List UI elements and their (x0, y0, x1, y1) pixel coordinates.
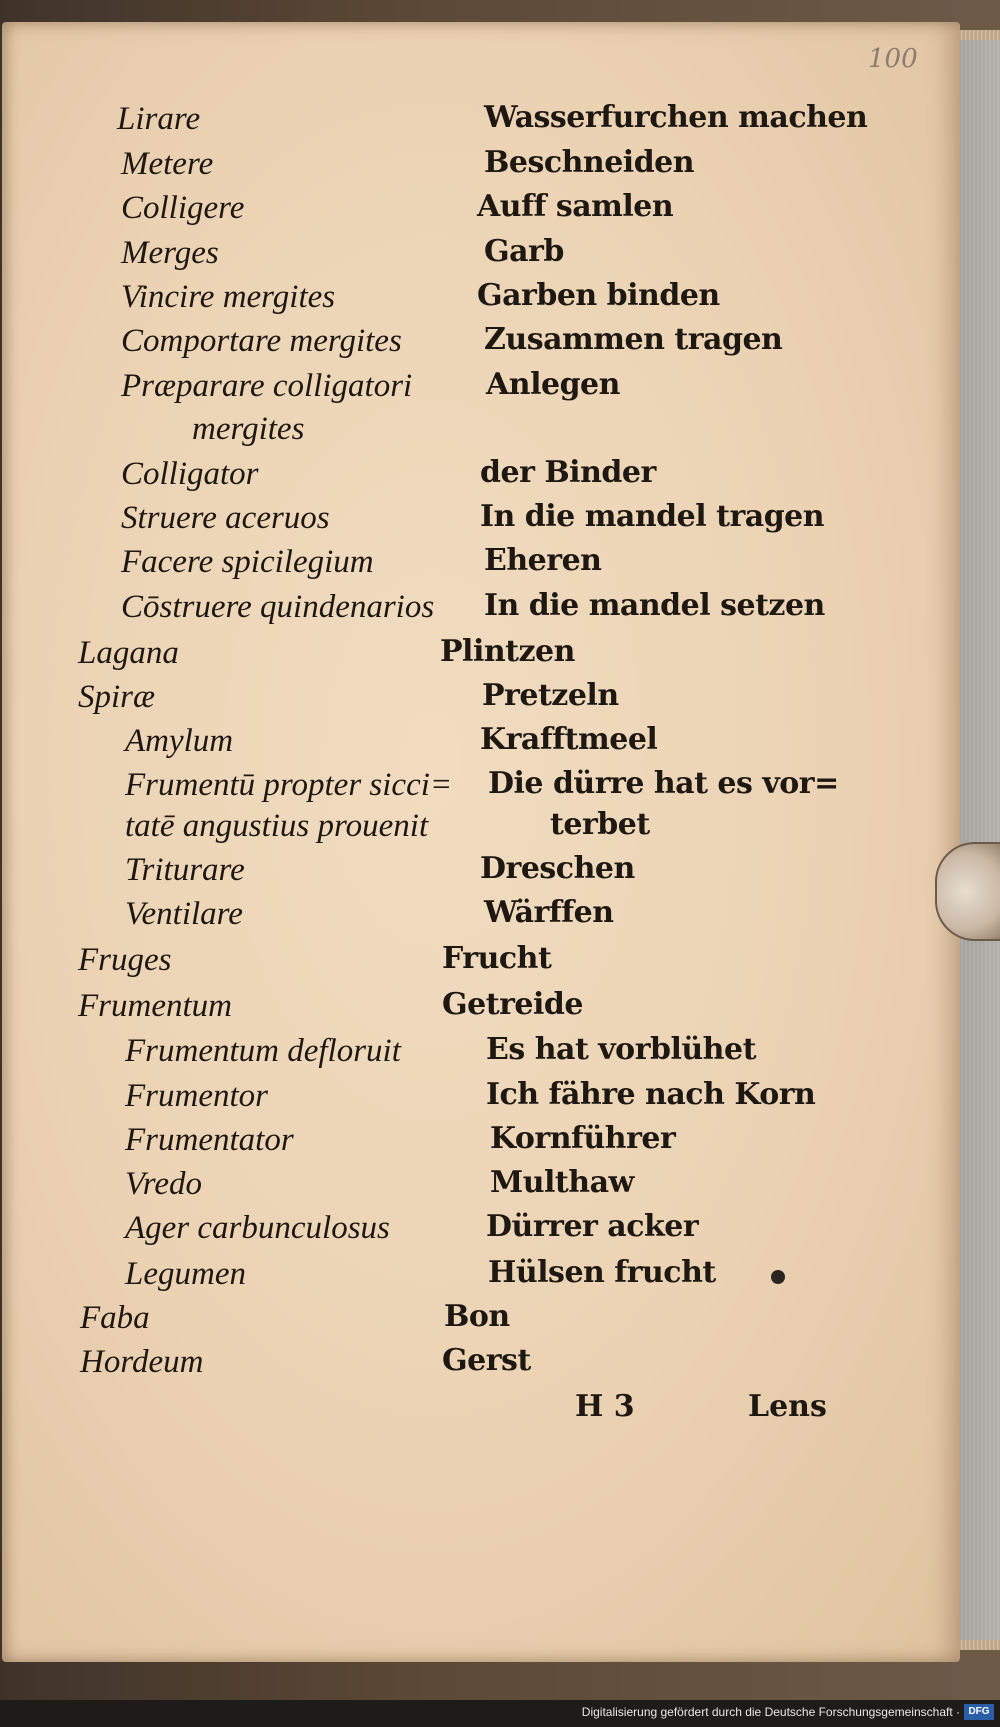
latin-term: Frumentator (125, 1122, 294, 1158)
latin-term: Lagana (78, 635, 179, 671)
latin-term: Colligere (121, 190, 245, 226)
german-term: Hülsen frucht (488, 1255, 716, 1290)
latin-term: tatē angustius prouenit (125, 808, 429, 844)
latin-term: Struere aceruos (121, 500, 330, 536)
german-term: Eheren (484, 543, 602, 578)
german-term: Garben binden (477, 278, 720, 313)
latin-term: Spiræ (78, 679, 156, 715)
german-term: Bon (444, 1299, 510, 1334)
latin-term: Merges (121, 235, 219, 271)
latin-term: Frumentor (125, 1078, 268, 1114)
german-term: In die mandel tragen (480, 499, 825, 534)
latin-term: Fruges (78, 942, 172, 978)
latin-term: Legumen (125, 1256, 246, 1292)
german-term: Die dürre hat es vor= (488, 766, 839, 801)
german-term: Gerst (442, 1343, 531, 1378)
german-term: Kornführer (490, 1121, 676, 1156)
latin-term: Lirare (117, 101, 201, 137)
german-term: Dürrer acker (486, 1209, 699, 1244)
catchword: Lens (748, 1389, 827, 1424)
latin-term: Faba (80, 1300, 150, 1336)
latin-term: Cōstruere quindenarios (121, 589, 435, 625)
german-term: Ich fähre nach Korn (486, 1077, 816, 1112)
latin-term: Ventilare (125, 896, 243, 932)
german-term: terbet (550, 807, 650, 842)
latin-term: Facere spicilegium (121, 544, 374, 580)
latin-term: Præparare colligatori (121, 368, 413, 404)
latin-term: Frumentū propter sicci= (125, 767, 453, 803)
book-clasp (935, 842, 1000, 941)
footer-credit: Digitalisierung gefördert durch die Deutsche Forschungsgemeinschaft · (581, 1705, 960, 1719)
german-term: Es hat vorblühet (486, 1032, 756, 1067)
latin-term: Metere (121, 146, 214, 182)
latin-term: Amylum (125, 723, 234, 759)
ink-spot (771, 1270, 785, 1284)
german-term: der Binder (480, 455, 656, 490)
german-term: Wasserfurchen machen (484, 100, 868, 135)
german-term: Auff samlen (477, 189, 674, 224)
signature-mark: H 3 (575, 1389, 635, 1424)
latin-term: mergites (192, 411, 305, 447)
german-term: Beschneiden (484, 145, 695, 180)
german-term: Anlegen (486, 367, 620, 402)
folio-number: 100 (868, 44, 918, 74)
latin-term: Ager carbunculosus (125, 1210, 390, 1246)
latin-term: Hordeum (80, 1344, 204, 1380)
latin-term: Frumentum (78, 988, 232, 1024)
german-term: Frucht (442, 941, 552, 976)
german-term: Plintzen (440, 634, 575, 669)
german-term: Multhaw (490, 1165, 634, 1200)
latin-term: Vincire mergites (121, 279, 336, 315)
latin-term: Triturare (125, 852, 245, 888)
german-term: In die mandel setzen (484, 588, 825, 623)
latin-term: Comportare mergites (121, 323, 402, 359)
german-term: Dreschen (480, 851, 635, 886)
latin-term: Colligator (121, 456, 259, 492)
dfg-logo: DFG (964, 1704, 994, 1720)
latin-term: Frumentum defloruit (125, 1033, 401, 1069)
cover-edge (960, 40, 1000, 1640)
german-term: Zusammen tragen (484, 322, 783, 357)
german-term: Garb (484, 234, 564, 269)
german-term: Getreide (442, 987, 583, 1022)
latin-term: Vredo (125, 1166, 202, 1202)
german-term: Pretzeln (482, 678, 619, 713)
german-term: Wärffen (484, 895, 614, 930)
german-term: Krafftmeel (480, 722, 658, 757)
